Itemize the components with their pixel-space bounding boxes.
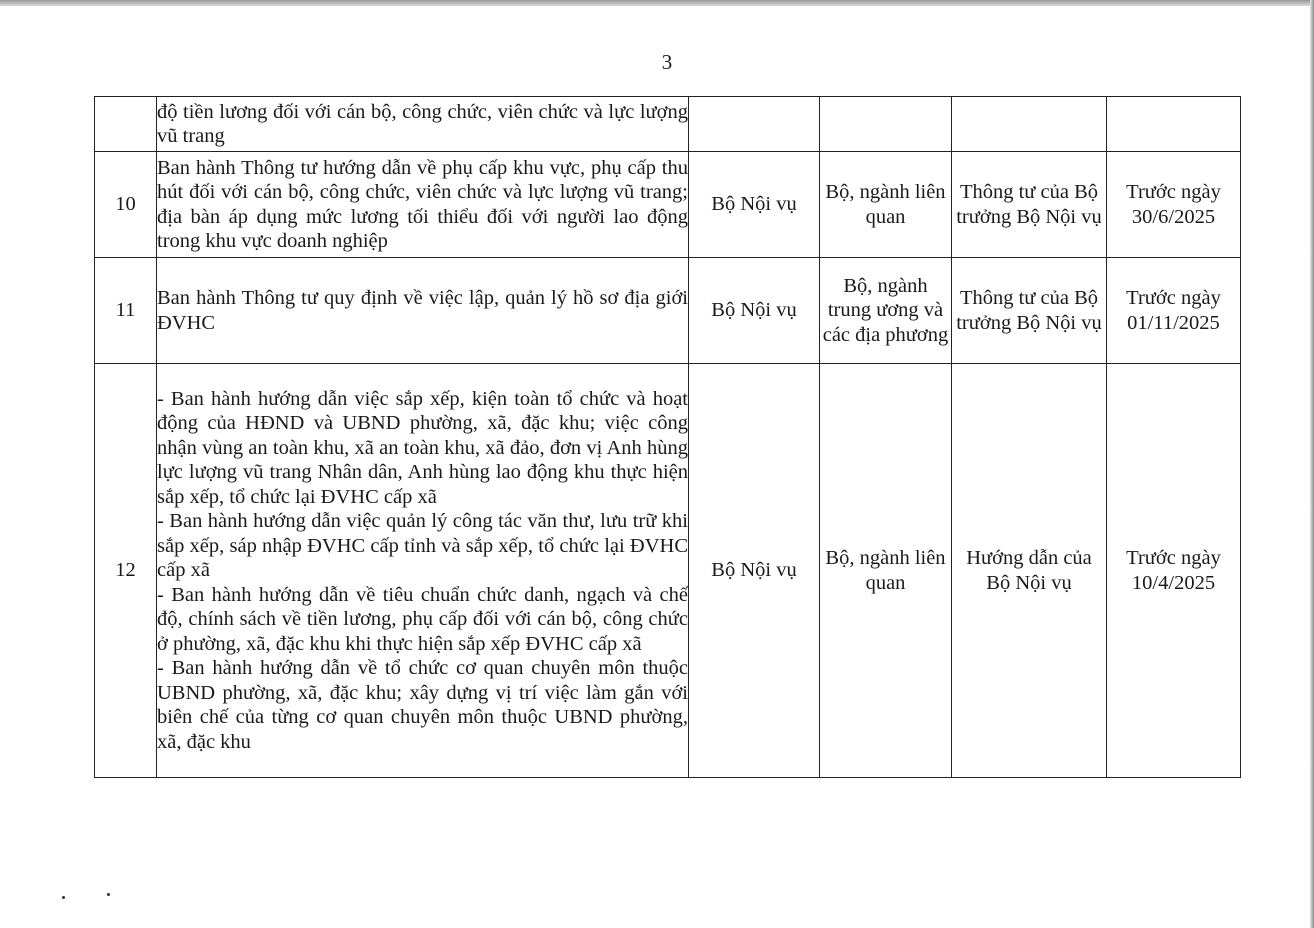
task-table bbox=[94, 96, 1241, 778]
deadline: Trước ngày 30/6/2025 bbox=[1107, 152, 1241, 258]
task-bullet: - Ban hành hướng dẫn về tiêu chuẩn chức danh, ngạch và chế độ, chính sách về tiền lương, phụ cấp đối với cán bộ, công chức ở phường, xã, đặc khu khi thực hiện sắp xếp ĐVHC cấp xã bbox=[157, 583, 688, 655]
task-content bbox=[157, 97, 689, 152]
product-type: Hướng dẫn của Bộ Nội vụ bbox=[952, 364, 1107, 778]
scan-speck bbox=[107, 893, 110, 896]
scan-speck bbox=[62, 896, 65, 899]
task-bullet: - Ban hành hướng dẫn việc quản lý công tác văn thư, lưu trữ khi sắp xếp, sáp nhập ĐVHC cấp tỉnh và sắp xếp, tổ chức lại ĐVHC cấp xã bbox=[157, 510, 688, 582]
task-bullet: - Ban hành hướng dẫn việc sắp xếp, kiện toàn tổ chức và hoạt động của HĐND và UBND phường, xã, đặc khu; việc công nhận vùng an toàn khu, xã an toàn khu, xã đảo, đơn vị Anh hùng lực lượng vũ trang Nhân dân, Anh hùng lao động khu thực hiện sắp xếp, tổ chức lại ĐVHC cấp xã bbox=[157, 387, 688, 508]
task-text: Ban hành Thông tư quy định về việc lập, quản lý hồ sơ địa giới ĐVHC bbox=[157, 287, 688, 334]
table-row bbox=[95, 97, 1241, 152]
lead-agency bbox=[689, 97, 820, 152]
task-content bbox=[157, 152, 689, 258]
lead-agency: Bộ Nội vụ bbox=[689, 152, 820, 258]
row-number bbox=[95, 97, 157, 152]
row-number: 10 bbox=[95, 152, 157, 258]
scan-edge-top bbox=[0, 0, 1314, 6]
lead-agency: Bộ Nội vụ bbox=[689, 364, 820, 778]
deadline: Trước ngày 01/11/2025 bbox=[1107, 258, 1241, 364]
deadline bbox=[1107, 97, 1241, 152]
row-number: 12 bbox=[95, 364, 157, 778]
coordinating-agency: Bộ, ngành liên quan bbox=[820, 364, 952, 778]
product-type: Thông tư của Bộ trưởng Bộ Nội vụ bbox=[952, 258, 1107, 364]
table-row bbox=[95, 258, 1241, 364]
task-bullet: - Ban hành hướng dẫn về tổ chức cơ quan chuyên môn thuộc UBND phường, xã, đặc khu; xây dựng vị trí việc làm gắn với biên chế của từng cơ quan chuyên môn thuộc UBND phường, xã, đặc khu bbox=[157, 657, 688, 753]
task-text: Ban hành Thông tư hướng dẫn về phụ cấp khu vực, phụ cấp thu hút đối với cán bộ, công chức, viên chức và lực lượng vũ trang; địa bàn áp dụng mức lương tối thiểu đối với người lao động trong khu vực doanh nghiệp bbox=[157, 156, 688, 252]
task-content bbox=[157, 364, 689, 778]
product-type: Thông tư của Bộ trưởng Bộ Nội vụ bbox=[952, 152, 1107, 258]
product-type bbox=[952, 97, 1107, 152]
coordinating-agency bbox=[820, 97, 952, 152]
table-row bbox=[95, 152, 1241, 258]
task-content bbox=[157, 258, 689, 364]
deadline: Trước ngày 10/4/2025 bbox=[1107, 364, 1241, 778]
task-text: độ tiền lương đối với cán bộ, công chức, viên chức và lực lượng vũ trang bbox=[157, 100, 688, 147]
page-number: 3 bbox=[661, 50, 673, 74]
coordinating-agency: Bộ, ngành trung ương và các địa phương bbox=[820, 258, 952, 364]
lead-agency: Bộ Nội vụ bbox=[689, 258, 820, 364]
table-row bbox=[95, 364, 1241, 778]
row-number: 11 bbox=[95, 258, 157, 364]
scan-edge-right bbox=[1310, 0, 1314, 928]
coordinating-agency: Bộ, ngành liên quan bbox=[820, 152, 952, 258]
